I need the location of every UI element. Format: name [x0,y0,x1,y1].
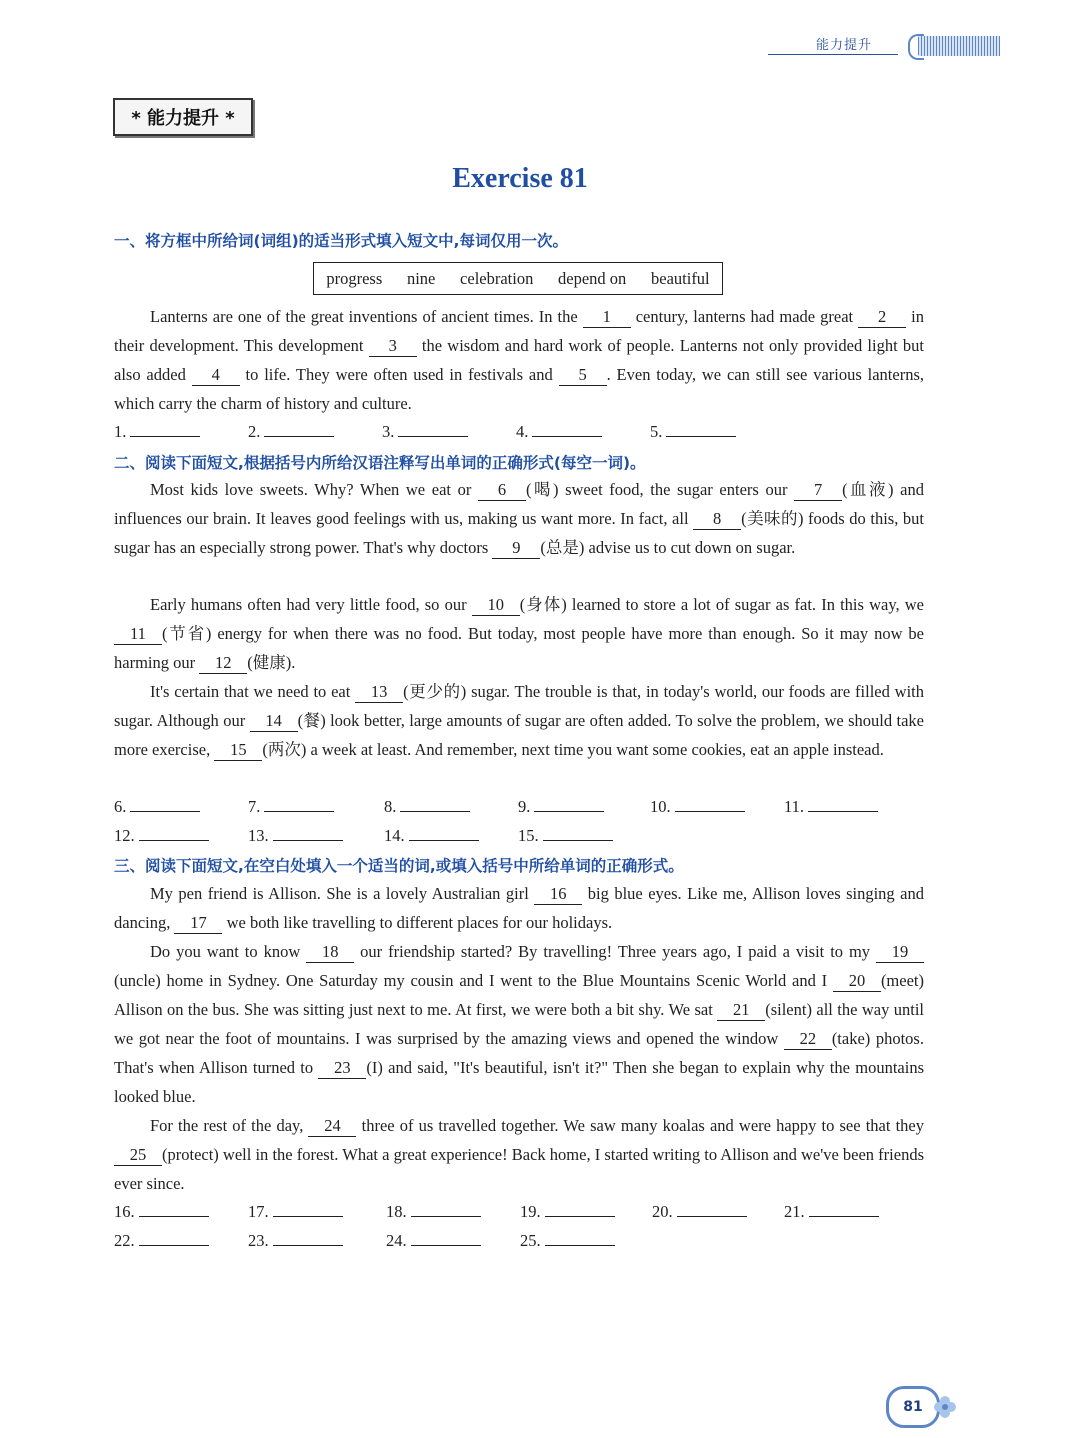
word-box-item: celebration [460,268,534,288]
blank-12[interactable]: 12 [199,653,247,674]
answer-line[interactable]: 14. [384,824,479,846]
answer-line[interactable]: 23. [248,1229,343,1251]
header-section-tab [768,30,1000,58]
answer-line[interactable]: 19. [520,1200,615,1222]
page-number: 81 [886,1386,940,1428]
blank-18[interactable]: 18 [306,942,354,963]
answer-line[interactable]: 16. [114,1200,209,1222]
answer-line[interactable]: 11. [784,795,878,817]
answer-line[interactable]: 20. [652,1200,747,1222]
blank-15[interactable]: 15 [214,740,262,761]
answer-line[interactable]: 4. [516,420,602,442]
blank-16[interactable]: 16 [534,884,582,905]
blank-3[interactable]: 3 [369,336,417,357]
part1-instruction: 一、将方框中所给词(词组)的适当形式填入短文中,每词仅用一次。 [114,232,569,250]
part2-instruction: 二、阅读下面短文,根据括号内所给汉语注释写出单词的正确形式(每空一词)。 [114,454,646,472]
answer-line[interactable]: 9. [518,795,604,817]
part3-passage-1: My pen friend is Allison. She is a lovely Australian girl 16 big blue eyes. Like me, Allison loves singing and dancing, 17 we both like travelling to different places for our holidays. [114,884,924,932]
blank-24[interactable]: 24 [308,1116,356,1137]
answer-line[interactable]: 6. [114,795,200,817]
word-box [313,262,723,295]
answer-line[interactable]: 5. [650,420,736,442]
answer-line[interactable]: 3. [382,420,468,442]
blank-8[interactable]: 8 [693,509,741,530]
answer-line[interactable]: 24. [386,1229,481,1251]
blank-11[interactable]: 11 [114,624,162,645]
answer-line[interactable]: 10. [650,795,745,817]
blank-21[interactable]: 21 [717,1000,765,1021]
header-rule [768,54,898,55]
blank-25[interactable]: 25 [114,1145,162,1166]
part2-passage-3: It's certain that we need to eat 13 (更少的) sugar. The trouble is that, in today's world, our foods are filled with sugar. Although our 14 (餐) look better, large amounts of sugar are often added. To solve the problem, we should take more exercise, 15 (两次) a week at least. And remember, next time you want some cookies, eat an apple instead. [114,682,924,759]
part3-passage-3: For the rest of the day, 24 three of us travelled together. We saw many koalas and were happy to see that they 25 (protect) well in the forest. What a great experience! Back home, I started writing to Allison and we've been friends ever since. [114,1116,924,1193]
answer-line[interactable]: 21. [784,1200,879,1222]
word-box-item: beautiful [651,268,710,288]
blank-20[interactable]: 20 [833,971,881,992]
blank-19[interactable]: 19 [876,942,924,963]
part3-passage-2: Do you want to know 18 our friendship started? By travelling! Three years ago, I paid a visit to my 19(uncle) home in Sydney. One Saturday my cousin and I went to the Blue Mountains Scenic World and I 20 (meet) Allison on the bus. She was sitting just next to me. At first, we were both a bit shy. We sat 21 (silent) all the way until we got near the foot of mountains. I was surprised by the amazing views and opened the window 22 (take) photos. That's when Allison turned to 23 (I) and said, "It's beautiful, isn't it?" Then she began to explain why the mountains looked blue. [114,942,924,1106]
answer-line[interactable]: 22. [114,1229,209,1251]
blank-14[interactable]: 14 [250,711,298,732]
blank-1[interactable]: 1 [583,307,631,328]
part2-passage-1: Most kids love sweets. Why? When we eat or 6 (喝) sweet food, the sugar enters our 7 (血液) and influences our brain. It leaves good feelings with us, making us want more. In fact, all 8 (美味的) foods do this, but sugar has an especially strong power. That's why doctors 9 (总是) advise us to cut down on sugar. [114,480,924,557]
part3-instruction: 三、阅读下面短文,在空白处填入一个适当的词,或填入括号中所给单词的正确形式。 [114,857,684,875]
part2-passage-2: Early humans often had very little food, so our 10 (身体) learned to store a lot of sugar as fat. In this way, we 11 (节省) energy for when there was no food. But today, most people have more than enough. So it may now be harming our 12 (健康). [114,595,925,672]
answer-line[interactable]: 1. [114,420,200,442]
blank-13[interactable]: 13 [355,682,403,703]
answer-line[interactable]: 12. [114,824,209,846]
page-title: Exercise 81 [452,163,588,194]
word-box-item: depend on [558,268,627,288]
answer-line[interactable]: 13. [248,824,343,846]
answer-line[interactable]: 18. [386,1200,481,1222]
header-stripe-decoration [918,36,1000,56]
blank-9[interactable]: 9 [492,538,540,559]
answer-line[interactable]: 8. [384,795,470,817]
word-box-item: nine [406,268,436,288]
blank-10[interactable]: 10 [472,595,520,616]
answer-line[interactable]: 15. [518,824,613,846]
blank-5[interactable]: 5 [559,365,607,386]
answer-line[interactable]: 2. [248,420,334,442]
flower-icon [930,1392,960,1422]
blank-6[interactable]: 6 [478,480,526,501]
part1-passage: Lanterns are one of the great inventions of ancient times. In the 1 century, lanterns had made great 2 in their development. This development 3 the wisdom and hard work of people. Lanterns not only provided light but also added 4 to life. They were often used in festivals and 5 . Even today, we can still see various lanterns, which carry the charm of history and culture. [114,307,924,413]
answer-line[interactable]: 17. [248,1200,343,1222]
blank-2[interactable]: 2 [858,307,906,328]
header-section-label: 能力提升 [816,38,873,53]
blank-23[interactable]: 23 [318,1058,366,1079]
word-box-item: progress [326,268,383,288]
blank-4[interactable]: 4 [192,365,240,386]
blank-17[interactable]: 17 [174,913,222,934]
blank-7[interactable]: 7 [794,480,842,501]
section-tag: * 能力提升 * [113,98,253,136]
answer-line[interactable]: 25. [520,1229,615,1251]
blank-22[interactable]: 22 [784,1029,832,1050]
answer-line[interactable]: 7. [248,795,334,817]
